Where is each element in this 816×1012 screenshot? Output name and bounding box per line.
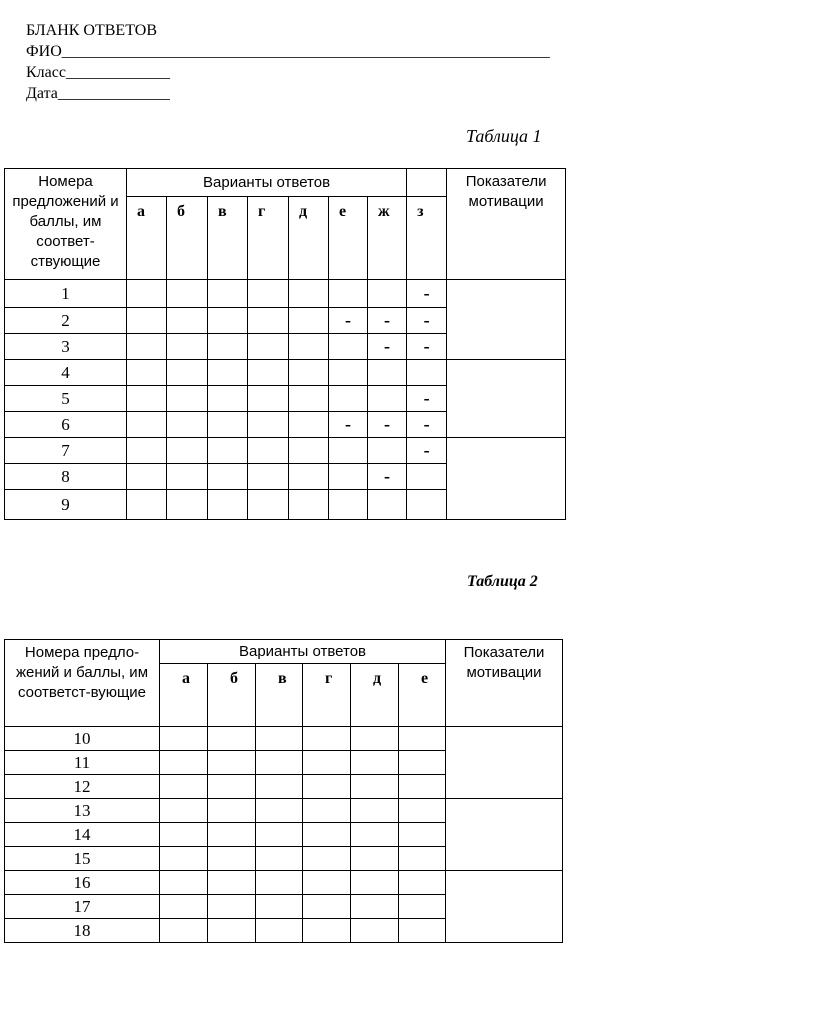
- answer-cell[interactable]: [289, 308, 329, 334]
- answer-cell[interactable]: [127, 334, 167, 360]
- table-row: [5, 871, 563, 895]
- answers-table-2: [4, 639, 563, 943]
- letter-header-б: б: [208, 664, 256, 727]
- table1-caption: Таблица 1: [466, 126, 542, 146]
- answer-cell[interactable]: [256, 919, 303, 943]
- excluded-cell: -: [407, 412, 447, 438]
- sentence-number: 1: [5, 280, 127, 308]
- answer-cell[interactable]: [407, 490, 447, 520]
- sentence-number: 15: [5, 847, 160, 871]
- answer-cell[interactable]: [351, 775, 399, 799]
- sentence-number: 14: [5, 823, 160, 847]
- sentence-number: 10: [5, 727, 160, 751]
- answer-cell[interactable]: [256, 727, 303, 751]
- motivation-cell[interactable]: [446, 799, 563, 871]
- sentence-number: 17: [5, 895, 160, 919]
- answer-cell[interactable]: [248, 412, 289, 438]
- answer-cell[interactable]: [208, 919, 256, 943]
- answer-cell[interactable]: [248, 308, 289, 334]
- answer-cell[interactable]: [329, 360, 368, 386]
- answer-cell[interactable]: [167, 386, 208, 412]
- motivation-cell[interactable]: [446, 871, 563, 943]
- table2-caption: Таблица 2: [467, 573, 538, 590]
- answer-cell[interactable]: [351, 727, 399, 751]
- answer-cell[interactable]: [289, 490, 329, 520]
- answer-cell[interactable]: [351, 871, 399, 895]
- answer-cell[interactable]: [127, 412, 167, 438]
- answer-cell[interactable]: [256, 871, 303, 895]
- answer-cell[interactable]: [329, 438, 368, 464]
- answer-cell[interactable]: [256, 775, 303, 799]
- answer-cell[interactable]: [167, 334, 208, 360]
- answer-cell[interactable]: [160, 847, 208, 871]
- motivation-cell[interactable]: [447, 280, 566, 360]
- letter-header-в: в: [208, 197, 248, 280]
- motivation-cell[interactable]: [447, 360, 566, 438]
- answer-cell[interactable]: [208, 334, 248, 360]
- excluded-cell: -: [407, 334, 447, 360]
- answer-cell[interactable]: [329, 334, 368, 360]
- answers-table-1: [4, 168, 566, 520]
- answer-cell[interactable]: [256, 847, 303, 871]
- answer-cell[interactable]: [303, 919, 351, 943]
- answer-cell[interactable]: [248, 464, 289, 490]
- answer-cell[interactable]: [329, 280, 368, 308]
- table-row: [5, 727, 563, 751]
- answer-cell[interactable]: [160, 799, 208, 823]
- answer-cell[interactable]: [160, 871, 208, 895]
- letter-header-д: д: [351, 664, 399, 727]
- header-empty-cell: [407, 169, 447, 197]
- answer-cell[interactable]: [167, 280, 208, 308]
- class-field[interactable]: Класс_____________: [26, 64, 170, 81]
- form-title: БЛАНК ОТВЕТОВ: [26, 22, 157, 39]
- excluded-cell: -: [407, 438, 447, 464]
- answer-cell[interactable]: [303, 775, 351, 799]
- answer-cell[interactable]: [351, 823, 399, 847]
- sentence-number: 5: [5, 386, 127, 412]
- letter-header-е: е: [399, 664, 446, 727]
- answer-cell[interactable]: [368, 280, 407, 308]
- answer-cell[interactable]: [208, 280, 248, 308]
- letter-header-ж: ж: [368, 197, 407, 280]
- sentence-number: 2: [5, 308, 127, 334]
- answer-cell[interactable]: [399, 847, 446, 871]
- answer-cell[interactable]: [160, 775, 208, 799]
- sentence-number: 8: [5, 464, 127, 490]
- answer-cell[interactable]: [329, 464, 368, 490]
- answer-cell[interactable]: [160, 751, 208, 775]
- answer-cell[interactable]: [248, 360, 289, 386]
- letter-header-г: г: [303, 664, 351, 727]
- table-row: [5, 799, 563, 823]
- answer-cell[interactable]: [256, 895, 303, 919]
- answer-cell[interactable]: [208, 847, 256, 871]
- answer-cell[interactable]: [399, 799, 446, 823]
- answer-cell[interactable]: [160, 823, 208, 847]
- table-row: [5, 438, 566, 464]
- sentence-number: 11: [5, 751, 160, 775]
- sentence-number: 7: [5, 438, 127, 464]
- letter-header-в: в: [256, 664, 303, 727]
- letter-header-д: д: [289, 197, 329, 280]
- excluded-cell: -: [368, 308, 407, 334]
- numbers-header: Номера предложений и баллы, им соответ-ствующие: [5, 169, 127, 280]
- letter-header-а: а: [160, 664, 208, 727]
- answer-cell[interactable]: [303, 847, 351, 871]
- answer-cell[interactable]: [351, 799, 399, 823]
- answer-cell[interactable]: [167, 464, 208, 490]
- answer-cell[interactable]: [208, 360, 248, 386]
- sentence-number: 13: [5, 799, 160, 823]
- answer-cell[interactable]: [303, 751, 351, 775]
- answer-cell[interactable]: [167, 490, 208, 520]
- date-field[interactable]: Дата______________: [26, 85, 170, 102]
- answer-cell[interactable]: [399, 823, 446, 847]
- excluded-cell: -: [329, 412, 368, 438]
- answer-cell[interactable]: [127, 360, 167, 386]
- answer-cell[interactable]: [303, 799, 351, 823]
- excluded-cell: -: [368, 464, 407, 490]
- answer-cell[interactable]: [289, 438, 329, 464]
- motivation-header: Показатели мотивации: [446, 640, 563, 727]
- answer-cell[interactable]: [289, 386, 329, 412]
- answer-cell[interactable]: [329, 490, 368, 520]
- answer-cell[interactable]: [351, 847, 399, 871]
- answer-cell[interactable]: [127, 308, 167, 334]
- answer-cell[interactable]: [351, 919, 399, 943]
- answer-cell[interactable]: [167, 308, 208, 334]
- sentence-number: 16: [5, 871, 160, 895]
- letter-header-е: е: [329, 197, 368, 280]
- sentence-number: 3: [5, 334, 127, 360]
- answer-cell[interactable]: [399, 751, 446, 775]
- answer-cell[interactable]: [208, 871, 256, 895]
- answer-cell[interactable]: [127, 464, 167, 490]
- answer-cell[interactable]: [248, 438, 289, 464]
- answer-cell[interactable]: [289, 334, 329, 360]
- answer-cell[interactable]: [407, 360, 447, 386]
- answer-cell[interactable]: [167, 438, 208, 464]
- table-row: [5, 280, 566, 308]
- answer-cell[interactable]: [329, 386, 368, 412]
- answer-cell[interactable]: [127, 386, 167, 412]
- answer-cell[interactable]: [303, 871, 351, 895]
- answer-cell[interactable]: [127, 490, 167, 520]
- answer-cell[interactable]: [289, 280, 329, 308]
- motivation-cell[interactable]: [447, 438, 566, 520]
- answer-cell[interactable]: [407, 464, 447, 490]
- answer-cell[interactable]: [289, 360, 329, 386]
- answer-cell[interactable]: [303, 727, 351, 751]
- excluded-cell: -: [368, 334, 407, 360]
- motivation-cell[interactable]: [446, 727, 563, 799]
- answer-cell[interactable]: [208, 727, 256, 751]
- answer-cell[interactable]: [399, 727, 446, 751]
- answer-cell[interactable]: [167, 412, 208, 438]
- answer-cell[interactable]: [289, 412, 329, 438]
- answer-cell[interactable]: [160, 919, 208, 943]
- answer-cell[interactable]: [208, 308, 248, 334]
- answer-cell[interactable]: [160, 895, 208, 919]
- answer-cell[interactable]: [208, 751, 256, 775]
- answer-cell[interactable]: [248, 280, 289, 308]
- variants-header: Варианты ответов: [127, 169, 407, 197]
- letter-header-а: а: [127, 197, 167, 280]
- answer-cell[interactable]: [248, 490, 289, 520]
- answer-cell[interactable]: [208, 775, 256, 799]
- answer-cell[interactable]: [399, 919, 446, 943]
- sentence-number: 6: [5, 412, 127, 438]
- answer-cell[interactable]: [368, 438, 407, 464]
- answer-cell[interactable]: [303, 895, 351, 919]
- sentence-number: 9: [5, 490, 127, 520]
- letter-header-г: г: [248, 197, 289, 280]
- answer-cell[interactable]: [208, 895, 256, 919]
- numbers-header: Номера предло-жений и баллы, им соответст-вующие: [5, 640, 160, 727]
- excluded-cell: -: [407, 308, 447, 334]
- fio-field[interactable]: ФИО_____________________________________________________________: [26, 43, 550, 60]
- excluded-cell: -: [407, 280, 447, 308]
- answer-cell[interactable]: [368, 386, 407, 412]
- answer-cell[interactable]: [399, 775, 446, 799]
- table-row: [5, 360, 566, 386]
- answer-cell[interactable]: [368, 490, 407, 520]
- answer-cell[interactable]: [160, 727, 208, 751]
- answer-cell[interactable]: [399, 871, 446, 895]
- sentence-number: 12: [5, 775, 160, 799]
- answer-cell[interactable]: [248, 334, 289, 360]
- answer-cell[interactable]: [399, 895, 446, 919]
- letter-header-б: б: [167, 197, 208, 280]
- answer-cell[interactable]: [208, 464, 248, 490]
- answer-cell[interactable]: [351, 751, 399, 775]
- answer-cell[interactable]: [256, 799, 303, 823]
- letter-header-з: з: [407, 197, 447, 280]
- answer-cell[interactable]: [351, 895, 399, 919]
- answer-cell[interactable]: [256, 751, 303, 775]
- answer-cell[interactable]: [127, 438, 167, 464]
- answer-cell[interactable]: [208, 490, 248, 520]
- answer-cell[interactable]: [256, 823, 303, 847]
- answer-cell[interactable]: [127, 280, 167, 308]
- answer-cell[interactable]: [208, 799, 256, 823]
- answer-cell[interactable]: [289, 464, 329, 490]
- answer-cell[interactable]: [248, 386, 289, 412]
- variants-header: Варианты ответов: [160, 640, 446, 664]
- excluded-cell: -: [368, 412, 407, 438]
- answer-cell[interactable]: [208, 386, 248, 412]
- motivation-header: Показатели мотивации: [447, 169, 566, 280]
- excluded-cell: -: [329, 308, 368, 334]
- sentence-number: 4: [5, 360, 127, 386]
- answer-cell[interactable]: [167, 360, 208, 386]
- sentence-number: 18: [5, 919, 160, 943]
- answer-cell[interactable]: [208, 412, 248, 438]
- answer-cell[interactable]: [208, 823, 256, 847]
- answer-cell[interactable]: [303, 823, 351, 847]
- answer-cell[interactable]: [368, 360, 407, 386]
- answer-cell[interactable]: [208, 438, 248, 464]
- excluded-cell: -: [407, 386, 447, 412]
